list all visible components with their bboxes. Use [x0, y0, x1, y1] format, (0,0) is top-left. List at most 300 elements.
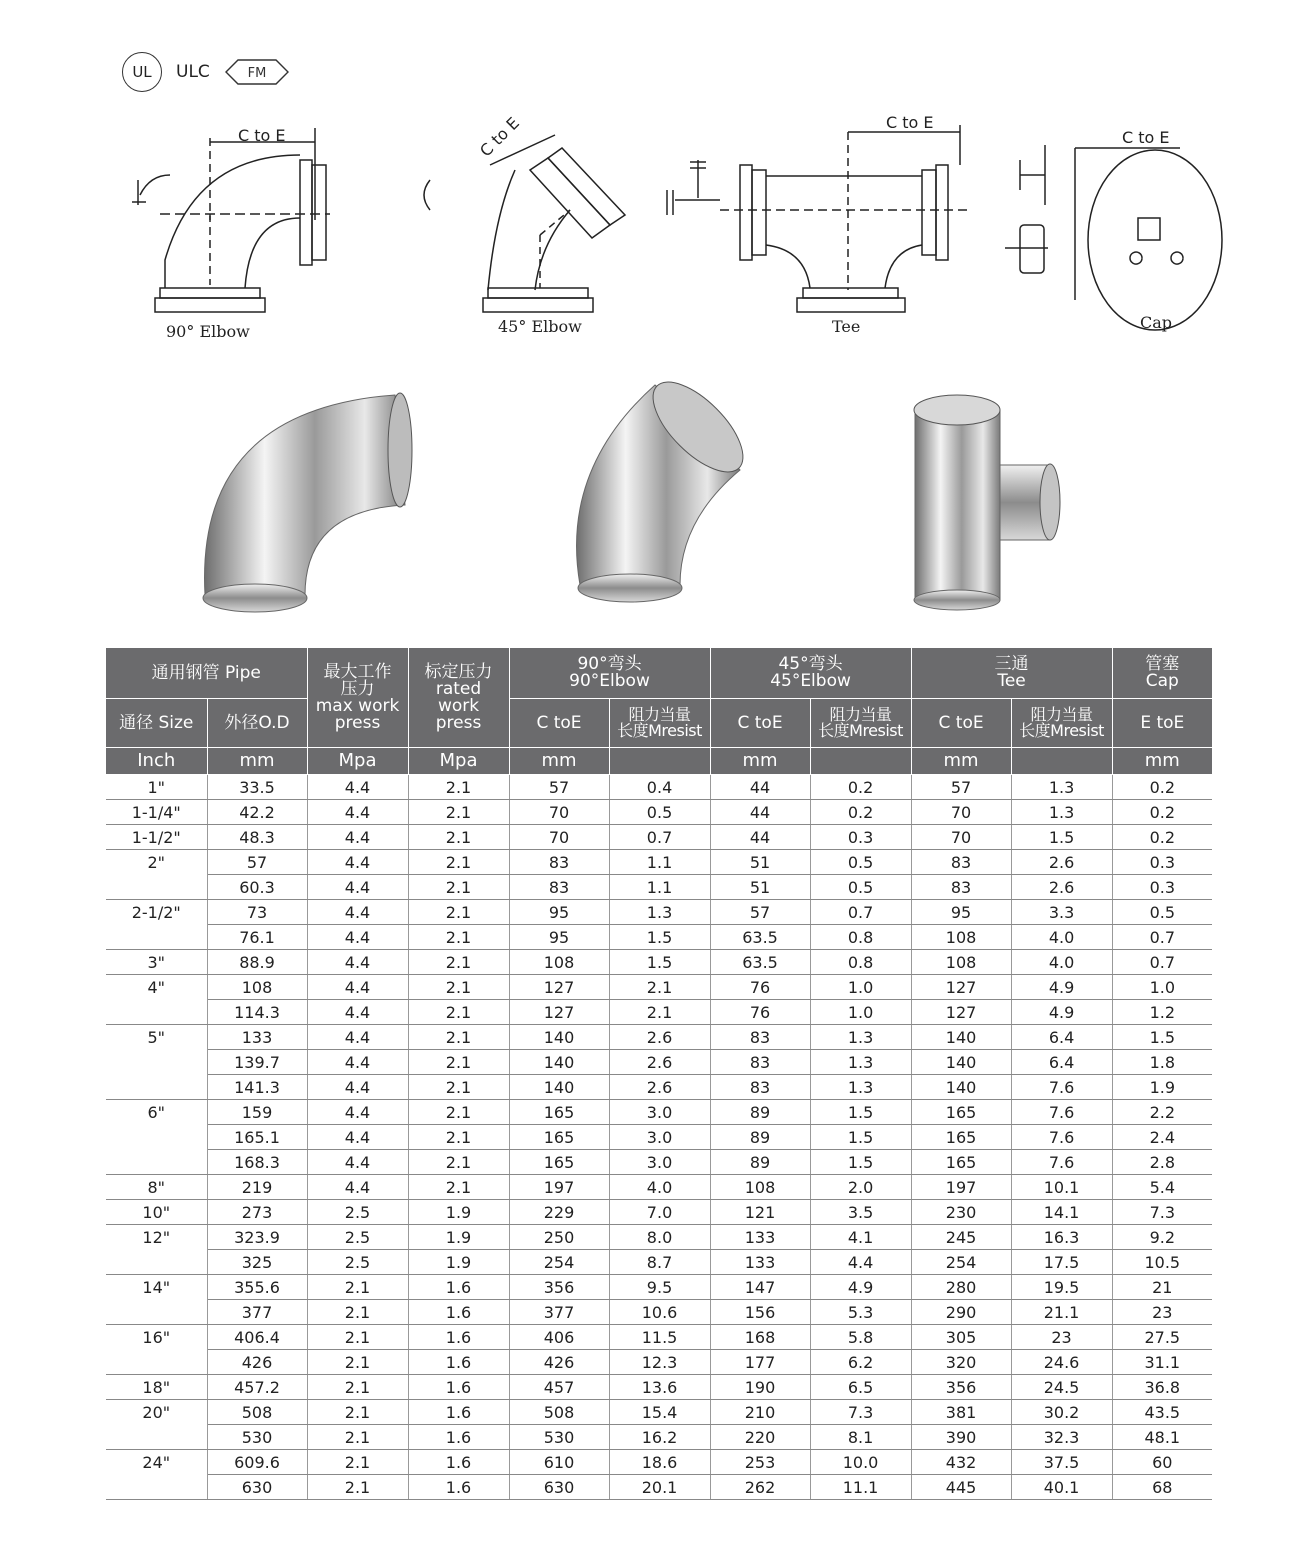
header-tee-ctoe: C toE — [911, 699, 1011, 748]
cell-r90: 2.6 — [609, 1075, 710, 1100]
cell-rp: 2.1 — [408, 1125, 509, 1150]
cell-r90: 13.6 — [609, 1375, 710, 1400]
cell-tee: 140 — [911, 1025, 1011, 1050]
cell-inch: 2" — [106, 850, 207, 875]
cell-inch — [106, 1350, 207, 1375]
cell-r90: 3.0 — [609, 1100, 710, 1125]
cell-tee: 127 — [911, 975, 1011, 1000]
cell-rt: 1.3 — [1011, 775, 1112, 800]
cell-cap: 21 — [1112, 1275, 1212, 1300]
cell-r45: 5.8 — [810, 1325, 911, 1350]
cell-cap: 0.3 — [1112, 850, 1212, 875]
cell-mw: 2.5 — [307, 1250, 408, 1275]
cell-e90: 457 — [509, 1375, 609, 1400]
unit-rated-mpa: Mpa — [408, 748, 509, 775]
cell-r45: 1.5 — [810, 1150, 911, 1175]
cell-tee: 83 — [911, 850, 1011, 875]
svg-text:FM: FM — [247, 66, 267, 81]
cell-tee: 432 — [911, 1450, 1011, 1475]
cell-rt: 4.9 — [1011, 975, 1112, 1000]
table-row — [106, 1125, 1212, 1150]
header-elbow90-resist: 阻力当量 长度Mresist — [609, 699, 710, 748]
cell-rt: 23 — [1011, 1325, 1112, 1350]
cell-mw: 4.4 — [307, 1100, 408, 1125]
cell-e90: 70 — [509, 825, 609, 850]
cell-rt: 37.5 — [1011, 1450, 1112, 1475]
cell-r45: 1.0 — [810, 975, 911, 1000]
cell-od: 406.4 — [207, 1325, 307, 1350]
cell-r45: 7.3 — [810, 1400, 911, 1425]
cell-e45: 262 — [710, 1475, 810, 1500]
table-row — [106, 825, 1212, 850]
cell-r90: 1.5 — [609, 950, 710, 975]
cell-inch: 3" — [106, 950, 207, 975]
table-row — [106, 1025, 1212, 1050]
header-max-work-press: 最大工作 压力 max work press — [307, 648, 408, 748]
cell-e45: 44 — [710, 825, 810, 850]
cell-rp: 2.1 — [408, 975, 509, 1000]
cell-rp: 1.6 — [408, 1300, 509, 1325]
cell-od: 355.6 — [207, 1275, 307, 1300]
cell-tee: 165 — [911, 1100, 1011, 1125]
cell-tee: 57 — [911, 775, 1011, 800]
cell-tee: 445 — [911, 1475, 1011, 1500]
cell-e90: 377 — [509, 1300, 609, 1325]
cell-r90: 2.6 — [609, 1025, 710, 1050]
cell-rp: 2.1 — [408, 1100, 509, 1125]
cell-r45: 0.5 — [810, 875, 911, 900]
cell-rt: 4.0 — [1011, 925, 1112, 950]
cell-e45: 83 — [710, 1075, 810, 1100]
cell-cap: 27.5 — [1112, 1325, 1212, 1350]
table-row — [106, 1100, 1212, 1125]
elbow45-label: 45° Elbow — [498, 317, 582, 336]
cell-tee: 108 — [911, 950, 1011, 975]
cell-rt: 7.6 — [1011, 1075, 1112, 1100]
cell-e90: 165 — [509, 1150, 609, 1175]
cell-e90: 83 — [509, 850, 609, 875]
cell-mw: 4.4 — [307, 825, 408, 850]
cell-r90: 11.5 — [609, 1325, 710, 1350]
cell-tee: 230 — [911, 1200, 1011, 1225]
cell-cap: 1.9 — [1112, 1075, 1212, 1100]
cell-od: 73 — [207, 900, 307, 925]
unit-tee-resist — [1011, 748, 1112, 775]
cell-r90: 0.7 — [609, 825, 710, 850]
cell-cap: 48.1 — [1112, 1425, 1212, 1450]
cell-od: 159 — [207, 1100, 307, 1125]
cell-rt: 17.5 — [1011, 1250, 1112, 1275]
cell-e45: 133 — [710, 1250, 810, 1275]
cell-cap: 0.7 — [1112, 925, 1212, 950]
cell-e90: 70 — [509, 800, 609, 825]
cell-r90: 10.6 — [609, 1300, 710, 1325]
cell-tee: 95 — [911, 900, 1011, 925]
cell-mw: 4.4 — [307, 850, 408, 875]
header-pipe: 通用钢管 Pipe — [106, 648, 307, 699]
cell-od: 323.9 — [207, 1225, 307, 1250]
cell-mw: 2.1 — [307, 1425, 408, 1450]
table-row — [106, 1375, 1212, 1400]
cell-mw: 2.1 — [307, 1275, 408, 1300]
cell-r90: 9.5 — [609, 1275, 710, 1300]
cell-rp: 1.9 — [408, 1225, 509, 1250]
cell-od: 165.1 — [207, 1125, 307, 1150]
cell-e90: 197 — [509, 1175, 609, 1200]
specification-table — [106, 648, 1212, 1500]
certification-marks — [122, 52, 290, 92]
unit-elbow90-resist — [609, 748, 710, 775]
cell-e90: 229 — [509, 1200, 609, 1225]
cell-mw: 4.4 — [307, 875, 408, 900]
cell-cap: 0.3 — [1112, 875, 1212, 900]
cell-tee: 108 — [911, 925, 1011, 950]
table-row — [106, 925, 1212, 950]
cell-r45: 6.5 — [810, 1375, 911, 1400]
cell-od: 33.5 — [207, 775, 307, 800]
cell-tee: 245 — [911, 1225, 1011, 1250]
cell-od: 630 — [207, 1475, 307, 1500]
table-row — [106, 1325, 1212, 1350]
elbow90-dim-label: C to E — [238, 126, 286, 145]
cell-rp: 1.6 — [408, 1450, 509, 1475]
cell-inch: 10" — [106, 1200, 207, 1225]
header-rated-work-press: 标定压力 rated work press — [408, 648, 509, 748]
cell-e90: 165 — [509, 1125, 609, 1150]
cell-e90: 127 — [509, 1000, 609, 1025]
cell-e90: 140 — [509, 1025, 609, 1050]
cell-r90: 4.0 — [609, 1175, 710, 1200]
cell-r45: 0.2 — [810, 775, 911, 800]
cell-rt: 7.6 — [1011, 1150, 1112, 1175]
cell-tee: 381 — [911, 1400, 1011, 1425]
cell-e45: 76 — [710, 1000, 810, 1025]
cap-label: Cap — [1140, 313, 1173, 332]
table-row — [106, 1225, 1212, 1250]
cell-e45: 168 — [710, 1325, 810, 1350]
cell-e90: 630 — [509, 1475, 609, 1500]
cell-r45: 1.3 — [810, 1075, 911, 1100]
table-row — [106, 900, 1212, 925]
table-row — [106, 1275, 1212, 1300]
cell-rp: 2.1 — [408, 1075, 509, 1100]
table-row — [106, 1350, 1212, 1375]
cell-rp: 1.9 — [408, 1250, 509, 1275]
cell-rp: 2.1 — [408, 1025, 509, 1050]
cell-inch — [106, 1000, 207, 1025]
cell-tee: 356 — [911, 1375, 1011, 1400]
cell-cap: 9.2 — [1112, 1225, 1212, 1250]
cell-mw: 4.4 — [307, 775, 408, 800]
cell-e45: 210 — [710, 1400, 810, 1425]
cell-rp: 2.1 — [408, 950, 509, 975]
unit-elbow90-mm: mm — [509, 748, 609, 775]
cell-mw: 2.1 — [307, 1375, 408, 1400]
cell-tee: 254 — [911, 1250, 1011, 1275]
cell-e45: 63.5 — [710, 925, 810, 950]
header-elbow45-ctoe: C toE — [710, 699, 810, 748]
elbow90-label: 90° Elbow — [166, 322, 250, 341]
cap-drawing — [1005, 145, 1222, 330]
cell-r90: 3.0 — [609, 1125, 710, 1150]
cell-inch: 6" — [106, 1100, 207, 1125]
cell-cap: 5.4 — [1112, 1175, 1212, 1200]
cell-inch: 1" — [106, 775, 207, 800]
cell-rp: 1.6 — [408, 1350, 509, 1375]
cell-e90: 140 — [509, 1050, 609, 1075]
tee-photo — [914, 395, 1060, 610]
cell-rt: 3.3 — [1011, 900, 1112, 925]
cell-r45: 1.3 — [810, 1050, 911, 1075]
cell-cap: 68 — [1112, 1475, 1212, 1500]
cell-r45: 0.3 — [810, 825, 911, 850]
cell-od: 57 — [207, 850, 307, 875]
unit-max-mpa: Mpa — [307, 748, 408, 775]
cell-mw: 2.5 — [307, 1225, 408, 1250]
cell-mw: 2.1 — [307, 1325, 408, 1350]
cell-r90: 1.1 — [609, 875, 710, 900]
cell-rt: 1.5 — [1011, 825, 1112, 850]
unit-tee-mm: mm — [911, 748, 1011, 775]
cell-cap: 0.7 — [1112, 950, 1212, 975]
cell-od: 377 — [207, 1300, 307, 1325]
cell-inch: 1-1/2" — [106, 825, 207, 850]
cell-r45: 4.9 — [810, 1275, 911, 1300]
cell-rt: 32.3 — [1011, 1425, 1112, 1450]
cell-inch — [106, 1425, 207, 1450]
cell-e45: 89 — [710, 1150, 810, 1175]
cell-e45: 83 — [710, 1050, 810, 1075]
header-elbow90: 90°弯头 90°Elbow — [509, 648, 710, 699]
table-row — [106, 1075, 1212, 1100]
header-cap-etoe: E toE — [1112, 699, 1212, 748]
cell-rp: 2.1 — [408, 1050, 509, 1075]
cell-r90: 2.6 — [609, 1050, 710, 1075]
cell-e90: 508 — [509, 1400, 609, 1425]
cell-rt: 30.2 — [1011, 1400, 1112, 1425]
cell-tee: 305 — [911, 1325, 1011, 1350]
cell-inch — [106, 925, 207, 950]
cell-inch: 4" — [106, 975, 207, 1000]
cell-r90: 20.1 — [609, 1475, 710, 1500]
cell-r45: 6.2 — [810, 1350, 911, 1375]
cell-tee: 140 — [911, 1075, 1011, 1100]
table-row — [106, 850, 1212, 875]
cell-od: 457.2 — [207, 1375, 307, 1400]
elbow90-photo — [203, 393, 412, 612]
cell-od: 114.3 — [207, 1000, 307, 1025]
table-row — [106, 1000, 1212, 1025]
cell-tee: 280 — [911, 1275, 1011, 1300]
cell-rp: 2.1 — [408, 875, 509, 900]
cell-rp: 1.6 — [408, 1325, 509, 1350]
cell-tee: 390 — [911, 1425, 1011, 1450]
cell-mw: 4.4 — [307, 1150, 408, 1175]
cell-e90: 83 — [509, 875, 609, 900]
cell-rp: 1.6 — [408, 1425, 509, 1450]
cell-r45: 2.0 — [810, 1175, 911, 1200]
tee-label: Tee — [832, 317, 861, 336]
cell-r45: 8.1 — [810, 1425, 911, 1450]
cell-e90: 610 — [509, 1450, 609, 1475]
cell-inch: 8" — [106, 1175, 207, 1200]
cell-cap: 23 — [1112, 1300, 1212, 1325]
unit-od-mm: mm — [207, 748, 307, 775]
cell-e45: 57 — [710, 900, 810, 925]
cell-inch — [106, 1475, 207, 1500]
unit-cap-mm: mm — [1112, 748, 1212, 775]
cell-od: 88.9 — [207, 950, 307, 975]
cell-r45: 0.8 — [810, 925, 911, 950]
table-row — [106, 1450, 1212, 1475]
cell-r90: 7.0 — [609, 1200, 710, 1225]
table-row — [106, 950, 1212, 975]
cell-r45: 4.4 — [810, 1250, 911, 1275]
cell-cap: 0.2 — [1112, 800, 1212, 825]
cell-tee: 165 — [911, 1125, 1011, 1150]
cell-r45: 1.5 — [810, 1100, 911, 1125]
table-row — [106, 1175, 1212, 1200]
cell-cap: 0.2 — [1112, 825, 1212, 850]
cell-r45: 0.2 — [810, 800, 911, 825]
cell-od: 325 — [207, 1250, 307, 1275]
cell-cap: 10.5 — [1112, 1250, 1212, 1275]
cell-rp: 2.1 — [408, 775, 509, 800]
cell-e90: 57 — [509, 775, 609, 800]
cell-mw: 4.4 — [307, 975, 408, 1000]
cell-rt: 7.6 — [1011, 1125, 1112, 1150]
table-body — [106, 775, 1212, 1500]
cell-od: 426 — [207, 1350, 307, 1375]
table-row — [106, 1425, 1212, 1450]
elbow90-drawing — [132, 128, 330, 312]
cell-tee: 290 — [911, 1300, 1011, 1325]
cell-mw: 2.1 — [307, 1450, 408, 1475]
cell-inch — [106, 1300, 207, 1325]
cell-cap: 31.1 — [1112, 1350, 1212, 1375]
cell-od: 219 — [207, 1175, 307, 1200]
cell-e45: 147 — [710, 1275, 810, 1300]
cell-rp: 2.1 — [408, 825, 509, 850]
cell-rt: 24.5 — [1011, 1375, 1112, 1400]
cell-mw: 4.4 — [307, 1125, 408, 1150]
table-row — [106, 1150, 1212, 1175]
cell-od: 530 — [207, 1425, 307, 1450]
cell-r45: 10.0 — [810, 1450, 911, 1475]
cell-mw: 4.4 — [307, 950, 408, 975]
cell-e45: 156 — [710, 1300, 810, 1325]
cell-r45: 4.1 — [810, 1225, 911, 1250]
header-tee-resist: 阻力当量 长度Mresist — [1011, 699, 1112, 748]
cell-cap: 60 — [1112, 1450, 1212, 1475]
unit-inch: Inch — [106, 748, 207, 775]
cell-rt: 6.4 — [1011, 1025, 1112, 1050]
cell-e45: 190 — [710, 1375, 810, 1400]
cell-e90: 95 — [509, 900, 609, 925]
cell-od: 42.2 — [207, 800, 307, 825]
table-row — [106, 775, 1212, 800]
cell-rp: 2.1 — [408, 800, 509, 825]
cell-cap: 0.2 — [1112, 775, 1212, 800]
cell-inch — [106, 1125, 207, 1150]
ulc-logo: ULC — [176, 62, 210, 82]
cell-rt: 40.1 — [1011, 1475, 1112, 1500]
elbow45-drawing — [424, 135, 625, 312]
cell-e45: 253 — [710, 1450, 810, 1475]
cell-mw: 4.4 — [307, 1025, 408, 1050]
cell-rt: 10.1 — [1011, 1175, 1112, 1200]
cell-rt: 16.3 — [1011, 1225, 1112, 1250]
cell-r45: 1.3 — [810, 1025, 911, 1050]
cell-inch — [106, 875, 207, 900]
cell-r45: 11.1 — [810, 1475, 911, 1500]
cell-e45: 44 — [710, 775, 810, 800]
cell-r45: 1.0 — [810, 1000, 911, 1025]
cell-cap: 0.5 — [1112, 900, 1212, 925]
unit-elbow45-mm: mm — [710, 748, 810, 775]
cell-cap: 1.0 — [1112, 975, 1212, 1000]
table-row — [106, 1250, 1212, 1275]
cell-cap: 1.5 — [1112, 1025, 1212, 1050]
header-elbow45: 45°弯头 45°Elbow — [710, 648, 911, 699]
cell-rt: 14.1 — [1011, 1200, 1112, 1225]
cap-dim-label: C to E — [1122, 128, 1170, 147]
cell-cap: 7.3 — [1112, 1200, 1212, 1225]
cell-e45: 51 — [710, 875, 810, 900]
header-cap: 管塞 Cap — [1112, 648, 1212, 699]
cell-cap: 2.4 — [1112, 1125, 1212, 1150]
table-row — [106, 875, 1212, 900]
cell-tee: 197 — [911, 1175, 1011, 1200]
cell-tee: 320 — [911, 1350, 1011, 1375]
cell-mw: 4.4 — [307, 1175, 408, 1200]
cell-inch — [106, 1250, 207, 1275]
cell-mw: 4.4 — [307, 800, 408, 825]
cell-rp: 2.1 — [408, 1175, 509, 1200]
cell-r45: 0.8 — [810, 950, 911, 975]
cell-e45: 89 — [710, 1100, 810, 1125]
cell-inch: 20" — [106, 1400, 207, 1425]
cell-mw: 2.1 — [307, 1300, 408, 1325]
cell-e90: 127 — [509, 975, 609, 1000]
cell-inch: 12" — [106, 1225, 207, 1250]
cell-cap: 1.2 — [1112, 1000, 1212, 1025]
cell-tee: 165 — [911, 1150, 1011, 1175]
cell-e45: 83 — [710, 1025, 810, 1050]
cell-r45: 0.5 — [810, 850, 911, 875]
cell-e45: 121 — [710, 1200, 810, 1225]
cell-rp: 1.6 — [408, 1475, 509, 1500]
header-elbow45-resist: 阻力当量 长度Mresist — [810, 699, 911, 748]
fitting-line-drawings — [100, 110, 1250, 350]
header-od: 外径O.D — [207, 699, 307, 748]
cell-cap: 36.8 — [1112, 1375, 1212, 1400]
cell-tee: 70 — [911, 825, 1011, 850]
cell-od: 133 — [207, 1025, 307, 1050]
cell-r45: 3.5 — [810, 1200, 911, 1225]
cell-e45: 76 — [710, 975, 810, 1000]
cell-e90: 356 — [509, 1275, 609, 1300]
cell-inch — [106, 1150, 207, 1175]
cell-inch: 18" — [106, 1375, 207, 1400]
table-row — [106, 1400, 1212, 1425]
cell-e90: 165 — [509, 1100, 609, 1125]
cell-r45: 1.5 — [810, 1125, 911, 1150]
cell-tee: 70 — [911, 800, 1011, 825]
cell-e45: 220 — [710, 1425, 810, 1450]
cell-e90: 254 — [509, 1250, 609, 1275]
tee-dim-label: C to E — [886, 113, 934, 132]
